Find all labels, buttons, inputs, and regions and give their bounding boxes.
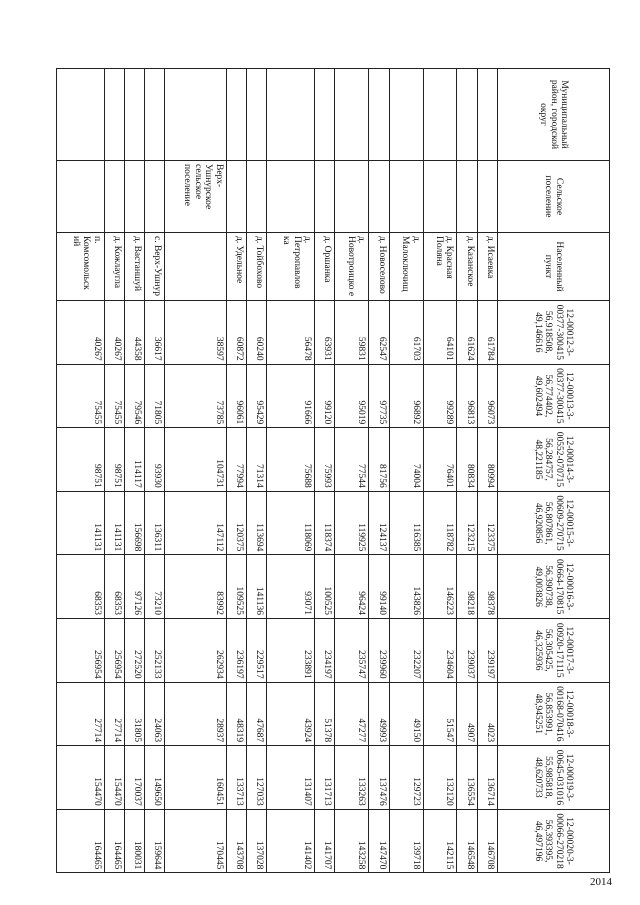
distance-cell: 61624 <box>457 301 477 365</box>
distance-cell: 96073 <box>477 364 497 428</box>
distance-cell: 124137 <box>369 491 389 555</box>
distance-cell: 98218 <box>457 555 477 619</box>
distance-cell: 123375 <box>477 491 497 555</box>
header-point: 12-00015-3-00609-270715 56,807861, 46,920856 <box>498 491 610 555</box>
municipality-cell <box>226 69 246 161</box>
table-row <box>165 69 226 873</box>
distance-cell: 123215 <box>457 491 477 555</box>
table-row <box>335 69 369 873</box>
settlement-cell <box>226 161 246 233</box>
distance-cell: 91666 <box>267 364 315 428</box>
distance-cell: 118782 <box>423 491 457 555</box>
distance-cell: 73785 <box>165 364 226 428</box>
distance-cell: 44358 <box>125 301 145 365</box>
distance-cell: 60872 <box>226 301 246 365</box>
locality-cell: д. Тойбохово <box>247 233 267 301</box>
distance-cell: 164465 <box>57 809 105 873</box>
distance-cell: 147470 <box>369 809 389 873</box>
distance-cell: 68353 <box>104 555 124 619</box>
header-point: 12-00016-3-00664-170815 56,390738, 49,003826 <box>498 555 610 619</box>
distance-cell: 141131 <box>57 491 105 555</box>
distance-cell: 256954 <box>57 618 105 682</box>
distance-cell: 56478 <box>267 301 315 365</box>
distance-table <box>56 68 610 873</box>
distance-cell: 60240 <box>247 301 267 365</box>
settlement-cell <box>477 161 497 233</box>
distance-cell: 48319 <box>226 682 246 746</box>
locality-cell: д. Кожлаугла <box>104 233 124 301</box>
municipality-cell <box>165 69 226 161</box>
table-row <box>369 69 389 873</box>
table-row <box>315 69 335 873</box>
distance-cell: 61703 <box>389 301 423 365</box>
distance-cell: 146548 <box>457 809 477 873</box>
municipality-cell <box>145 69 165 161</box>
distance-cell: 31805 <box>125 682 145 746</box>
distance-cell: 129723 <box>389 746 423 810</box>
distance-cell: 132120 <box>423 746 457 810</box>
distance-cell: 252133 <box>145 618 165 682</box>
settlement-cell <box>247 161 267 233</box>
settlement-cell: Верх-Ушнурское сельское поселение <box>165 161 226 233</box>
distance-cell: 75455 <box>57 364 105 428</box>
distance-cell: 156698 <box>125 491 145 555</box>
table-row <box>104 69 124 873</box>
distance-cell: 27714 <box>104 682 124 746</box>
distance-cell: 80834 <box>457 428 477 492</box>
municipality-cell <box>457 69 477 161</box>
distance-cell: 47277 <box>335 682 369 746</box>
distance-cell: 133713 <box>226 746 246 810</box>
table-body <box>57 69 498 873</box>
municipality-cell <box>267 69 315 161</box>
locality-cell: д. Новотроицко е <box>335 233 369 301</box>
settlement-cell <box>369 161 389 233</box>
distance-cell: 79546 <box>125 364 145 428</box>
distance-cell: 149650 <box>145 746 165 810</box>
distance-cell: 77994 <box>226 428 246 492</box>
rotated-table-container <box>56 68 610 873</box>
distance-cell: 28937 <box>165 682 226 746</box>
table-row <box>125 69 145 873</box>
distance-cell: 143708 <box>226 809 246 873</box>
distance-cell: 143258 <box>335 809 369 873</box>
settlement-cell <box>457 161 477 233</box>
table-row <box>57 69 105 873</box>
municipality-cell <box>423 69 457 161</box>
distance-cell: 136714 <box>477 746 497 810</box>
distance-cell: 98378 <box>477 555 497 619</box>
municipality-cell <box>477 69 497 161</box>
distance-cell: 36617 <box>145 301 165 365</box>
header-point: 12-00018-3-00168-070416 56,853991, 48,945251 <box>498 682 610 746</box>
header-row <box>498 69 610 873</box>
distance-cell: 97126 <box>125 555 145 619</box>
distance-cell: 233891 <box>267 618 315 682</box>
header-point: 12-00017-3-00920-171115 56,305425, 46,325936 <box>498 618 610 682</box>
distance-cell: 136554 <box>457 746 477 810</box>
table-row <box>457 69 477 873</box>
locality-cell: д. Казанское <box>457 233 477 301</box>
distance-cell: 120375 <box>226 491 246 555</box>
settlement-cell <box>423 161 457 233</box>
distance-cell: 96424 <box>335 555 369 619</box>
distance-cell: 61784 <box>477 301 497 365</box>
table-row <box>247 69 267 873</box>
distance-cell: 147112 <box>165 491 226 555</box>
distance-cell: 76401 <box>423 428 457 492</box>
settlement-cell <box>335 161 369 233</box>
distance-cell: 141402 <box>267 809 315 873</box>
header-point: 12-00013-3-00377-300415 56,774402, 49,602494 <box>498 364 610 428</box>
settlement-cell <box>104 161 124 233</box>
distance-cell: 143826 <box>389 555 423 619</box>
distance-cell: 164465 <box>104 809 124 873</box>
distance-cell: 262934 <box>165 618 226 682</box>
header-point: 12-00012-3-00377-300415 56,918508, 49,146616 <box>498 301 610 365</box>
distance-cell: 62547 <box>369 301 389 365</box>
distance-cell: 235747 <box>335 618 369 682</box>
distance-cell: 113694 <box>247 491 267 555</box>
distance-cell: 159644 <box>145 809 165 873</box>
distance-cell: 99140 <box>369 555 389 619</box>
municipality-cell <box>369 69 389 161</box>
distance-cell: 93071 <box>267 555 315 619</box>
distance-cell: 114117 <box>125 428 145 492</box>
distance-cell: 68353 <box>57 555 105 619</box>
distance-cell: 100525 <box>315 555 335 619</box>
distance-cell: 104731 <box>165 428 226 492</box>
distance-cell: 95019 <box>335 364 369 428</box>
distance-cell: 119925 <box>335 491 369 555</box>
header-point: 12-00014-3-00552-070715 56,284757, 48,221185 <box>498 428 610 492</box>
locality-cell <box>165 233 226 301</box>
distance-cell: 141707 <box>315 809 335 873</box>
distance-cell: 239960 <box>369 618 389 682</box>
municipality-cell <box>104 69 124 161</box>
distance-cell: 40267 <box>57 301 105 365</box>
distance-cell: 96892 <box>389 364 423 428</box>
distance-cell: 51547 <box>423 682 457 746</box>
distance-cell: 97735 <box>369 364 389 428</box>
distance-cell: 137476 <box>369 746 389 810</box>
distance-cell: 98751 <box>57 428 105 492</box>
distance-cell: 75993 <box>315 428 335 492</box>
settlement-cell <box>145 161 165 233</box>
header-locality: Населенный пункт <box>498 233 610 301</box>
distance-cell: 71314 <box>247 428 267 492</box>
table-row <box>145 69 165 873</box>
municipality-cell <box>315 69 335 161</box>
distance-cell: 73210 <box>145 555 165 619</box>
locality-cell: д. Красная Поляна <box>423 233 457 301</box>
distance-cell: 71805 <box>145 364 165 428</box>
table-row <box>226 69 246 873</box>
distance-cell: 27714 <box>57 682 105 746</box>
table-row <box>423 69 457 873</box>
distance-cell: 4023 <box>477 682 497 746</box>
distance-cell: 93930 <box>145 428 165 492</box>
settlement-cell <box>267 161 315 233</box>
locality-cell: д. Исаевка <box>477 233 497 301</box>
distance-cell: 81756 <box>369 428 389 492</box>
distance-cell: 154470 <box>104 746 124 810</box>
table-row <box>267 69 315 873</box>
distance-cell: 49993 <box>369 682 389 746</box>
municipality-cell <box>125 69 145 161</box>
distance-cell: 239197 <box>477 618 497 682</box>
distance-cell: 43924 <box>267 682 315 746</box>
municipality-cell <box>57 69 105 161</box>
header-municipality: Муниципальный район, городской округ <box>498 69 610 161</box>
distance-cell: 146223 <box>423 555 457 619</box>
distance-cell: 77544 <box>335 428 369 492</box>
settlement-cell <box>315 161 335 233</box>
distance-cell: 146708 <box>477 809 497 873</box>
municipality-cell <box>247 69 267 161</box>
distance-cell: 24063 <box>145 682 165 746</box>
distance-cell: 98751 <box>104 428 124 492</box>
distance-cell: 234604 <box>423 618 457 682</box>
distance-cell: 131713 <box>315 746 335 810</box>
settlement-cell <box>125 161 145 233</box>
distance-cell: 239037 <box>457 618 477 682</box>
distance-cell: 59831 <box>335 301 369 365</box>
settlement-cell <box>57 161 105 233</box>
header-settlement: Сельское поселение <box>498 161 610 233</box>
locality-cell: д. Вастаншуй <box>125 233 145 301</box>
distance-cell: 137028 <box>247 809 267 873</box>
distance-cell: 51378 <box>315 682 335 746</box>
distance-cell: 141131 <box>104 491 124 555</box>
distance-cell: 232207 <box>389 618 423 682</box>
distance-cell: 133263 <box>335 746 369 810</box>
municipality-cell <box>335 69 369 161</box>
distance-cell: 4907 <box>457 682 477 746</box>
distance-cell: 116385 <box>389 491 423 555</box>
header-point: 12-00020-3-00066-270218 56,393395, 46,497196 <box>498 809 610 873</box>
distance-cell: 75688 <box>267 428 315 492</box>
distance-cell: 99120 <box>315 364 335 428</box>
distance-cell: 64101 <box>423 301 457 365</box>
distance-cell: 83992 <box>165 555 226 619</box>
distance-cell: 96061 <box>226 364 246 428</box>
distance-cell: 99289 <box>423 364 457 428</box>
distance-cell: 63931 <box>315 301 335 365</box>
distance-cell: 40267 <box>104 301 124 365</box>
distance-cell: 131407 <box>267 746 315 810</box>
distance-cell: 170445 <box>165 809 226 873</box>
locality-cell: д. Малоключищ <box>389 233 423 301</box>
settlement-cell <box>389 161 423 233</box>
distance-cell: 118069 <box>267 491 315 555</box>
table-row <box>389 69 423 873</box>
distance-cell: 109525 <box>226 555 246 619</box>
distance-cell: 160451 <box>165 746 226 810</box>
locality-cell: д. Удельное <box>226 233 246 301</box>
distance-cell: 96813 <box>457 364 477 428</box>
distance-cell: 256954 <box>104 618 124 682</box>
locality-cell: д. Оршанка <box>315 233 335 301</box>
locality-cell: п. Комсомольск ий <box>57 233 105 301</box>
locality-cell: д. Новоселово <box>369 233 389 301</box>
municipality-cell <box>389 69 423 161</box>
distance-cell: 154470 <box>57 746 105 810</box>
distance-cell: 139718 <box>389 809 423 873</box>
distance-cell: 49150 <box>389 682 423 746</box>
distance-cell: 141136 <box>247 555 267 619</box>
distance-cell: 118374 <box>315 491 335 555</box>
page-number: 2014 <box>590 876 612 888</box>
distance-cell: 170037 <box>125 746 145 810</box>
distance-cell: 236197 <box>226 618 246 682</box>
distance-cell: 74004 <box>389 428 423 492</box>
table-row <box>477 69 497 873</box>
distance-cell: 80994 <box>477 428 497 492</box>
header-point: 12-00019-3-00645-031016 55,985818, 48,620733 <box>498 746 610 810</box>
distance-cell: 75455 <box>104 364 124 428</box>
distance-cell: 229517 <box>247 618 267 682</box>
locality-cell: с. Верх-Ушнур <box>145 233 165 301</box>
distance-cell: 272520 <box>125 618 145 682</box>
distance-cell: 180031 <box>125 809 145 873</box>
distance-cell: 136311 <box>145 491 165 555</box>
distance-cell: 38597 <box>165 301 226 365</box>
distance-cell: 234197 <box>315 618 335 682</box>
locality-cell: д. Петропавлов ка <box>267 233 315 301</box>
distance-cell: 142115 <box>423 809 457 873</box>
distance-cell: 95429 <box>247 364 267 428</box>
distance-cell: 47687 <box>247 682 267 746</box>
distance-cell: 127033 <box>247 746 267 810</box>
